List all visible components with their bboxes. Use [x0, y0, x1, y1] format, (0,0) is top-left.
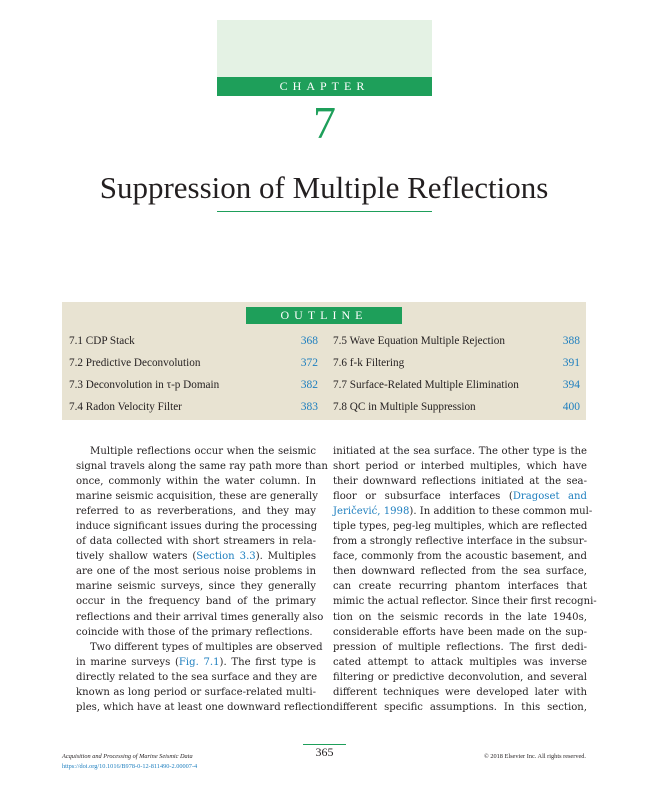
body-line: tion on the seismic records in the late 1940s, — [333, 611, 587, 623]
doi-link[interactable]: https://doi.org/10.1016/B978-0-12-811490-2.00007-4 — [62, 763, 198, 770]
body-column-left — [62, 444, 333, 715]
body-line: tiple types, peg-leg multiples, which are reflected — [333, 521, 588, 533]
outline-item-label: 7.5 Wave Equation Multiple Rejection — [333, 335, 505, 347]
body-line: marine seismic acquisition, these are generally — [76, 491, 318, 503]
body-line: known as long period or surface-related multi- — [76, 686, 316, 698]
body-line — [333, 504, 593, 519]
body-line: initiated at the sea surface. The other type is the — [333, 446, 587, 457]
body-line: mimic the actual reflector. Since their first recogni- — [333, 596, 597, 608]
outline-item[interactable] — [333, 352, 580, 374]
outline-item-label: 7.4 Radon Velocity Filter — [69, 401, 182, 413]
outline-item-label: 7.8 QC in Multiple Suppression — [333, 401, 476, 413]
copyright: © 2018 Elsevier Inc. All rights reserved. — [483, 753, 586, 760]
body-line: filtering or predictive deconvolution, and several — [333, 671, 587, 683]
body-paragraph — [333, 444, 597, 715]
body-line: different techniques were developed later with — [333, 686, 587, 698]
outline-item[interactable] — [333, 396, 580, 418]
body-line: considerable efforts have been made on the sup- — [333, 626, 587, 638]
body-line: coincide with those of the primary reflections. — [76, 626, 313, 638]
body-line — [62, 655, 316, 670]
body-line: short period or interbed multiples, which have — [333, 461, 587, 473]
body-line: signal travels along the same ray path more than — [76, 461, 328, 473]
body-line: occur in the frequency band of the primary — [76, 596, 316, 608]
outline-item-page[interactable]: 372 — [300, 357, 318, 369]
body-line: are one of the most serious noise problems in — [76, 566, 316, 578]
body-line — [62, 549, 316, 564]
outline-item-page[interactable]: 388 — [562, 335, 580, 347]
outline-item-label: 7.7 Surface-Related Multiple Elimination — [333, 379, 519, 391]
body-text-fragment: ). Multiples — [255, 551, 316, 563]
body-line: can create recurring phantom interfaces that — [333, 581, 587, 593]
outline-item[interactable] — [69, 352, 318, 374]
outline-item[interactable] — [69, 374, 318, 396]
body-line: referred to as reverberations, and they may — [76, 506, 316, 518]
title-divider — [217, 211, 432, 212]
outline-item-page[interactable]: 383 — [300, 401, 318, 413]
body-line: their downward reflections initiated at the sea- — [333, 476, 587, 488]
outline-item-page[interactable]: 382 — [300, 379, 318, 391]
body-line: of data collected with short streamers in rela- — [76, 536, 316, 548]
outline-label: OUTLINE — [246, 307, 402, 324]
body-line: induce significant issues during the processing — [76, 521, 318, 533]
body-line — [333, 489, 587, 504]
outline-item-label: 7.3 Deconvolution in τ-p Domain — [69, 379, 220, 391]
page-number: 365 — [315, 745, 334, 759]
chapter-label: CHAPTER — [217, 77, 432, 96]
body-line: from a strongly reflective interface in the subsur- — [333, 536, 587, 548]
body-paragraph — [62, 640, 333, 715]
body-text-fragment: tively shallow waters ( — [76, 551, 197, 563]
outline-item-label: 7.1 CDP Stack — [69, 335, 135, 347]
outline-item-label: 7.2 Predictive Deconvolution — [69, 357, 201, 369]
body-line: Multiple reflections occur when the seismic — [90, 446, 316, 457]
body-text-fragment: floor or subsurface interfaces ( — [333, 491, 513, 503]
chapter-number: 7 — [313, 97, 336, 148]
body-line: cated attempt to attack multiples was inverse — [333, 656, 587, 668]
citation-link[interactable]: Dragoset and — [512, 491, 587, 503]
figure-link[interactable]: Fig. 7.1 — [178, 656, 220, 668]
body-text-fragment: ). In addition to these common mul- — [409, 506, 593, 518]
outline-item-page[interactable]: 394 — [562, 379, 580, 391]
book-title: Acquisition and Processing of Marine Seismic Data — [62, 753, 193, 760]
body-text-fragment: in marine surveys ( — [76, 656, 179, 668]
outline-column-right — [333, 330, 580, 418]
body-line: Two different types of multiples are observed — [90, 641, 323, 653]
outline-item[interactable] — [333, 330, 580, 352]
outline-item-page[interactable]: 400 — [562, 401, 580, 413]
body-line: ples, which have at least one downward reflection — [76, 701, 333, 713]
section-link[interactable]: Section 3.3 — [196, 551, 256, 563]
body-line: once, commonly within the water column. In — [76, 476, 316, 488]
outline-item[interactable] — [333, 374, 580, 396]
body-line: face, commonly from the acoustic basement, and — [333, 551, 587, 563]
outline-column-left — [69, 330, 318, 418]
outline-item[interactable] — [69, 330, 318, 352]
body-line: marine seismic surveys, since they generally — [76, 581, 316, 593]
page-title: Suppression of Multiple Reflections — [99, 170, 549, 205]
outline-item-page[interactable]: 391 — [562, 357, 580, 369]
body-text-fragment: ). The first type is — [219, 656, 316, 668]
outline-item-page[interactable]: 368 — [300, 335, 318, 347]
outline-item[interactable] — [69, 396, 318, 418]
body-line: different specific assumptions. In this section, — [333, 701, 587, 713]
body-paragraph — [62, 444, 328, 640]
outline-item-label: 7.6 f-k Filtering — [333, 357, 405, 369]
citation-link[interactable]: Jeričević, 1998 — [333, 506, 410, 518]
body-line: then downward reflected from the sea surface, — [333, 566, 587, 578]
body-line: reflections and their arrival times generally also — [76, 611, 324, 623]
body-line: pression of multiple reflections. The first dedi- — [333, 641, 587, 653]
footer-citation — [62, 752, 197, 772]
body-column-right — [333, 444, 597, 715]
body-line: directly related to the sea surface and they are — [76, 671, 318, 683]
chapter-header-tint — [217, 20, 432, 77]
